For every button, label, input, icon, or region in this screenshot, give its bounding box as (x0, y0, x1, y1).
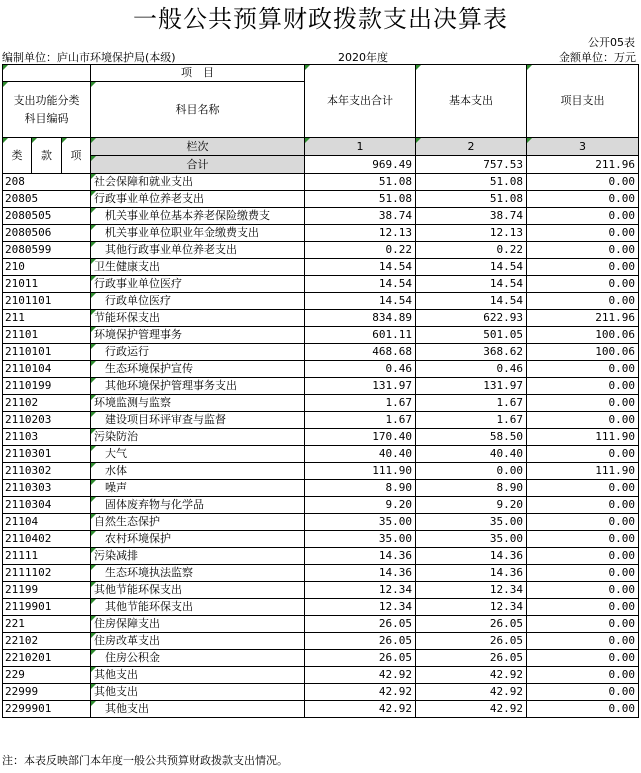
row-basic: 14.54 (416, 293, 527, 310)
table-row (3, 701, 639, 718)
row-basic: 8.90 (416, 480, 527, 497)
row-name: 机关事业单位基本养老保险缴费支 (91, 208, 305, 225)
table-row (3, 599, 639, 616)
row-basic: 0.00 (416, 463, 527, 480)
row-name: 其他支出 (91, 701, 305, 718)
row-basic: 501.05 (416, 327, 527, 344)
table-row (3, 293, 639, 310)
row-total: 26.05 (305, 616, 416, 633)
row-name: 卫生健康支出 (91, 259, 305, 276)
row-total: 9.20 (305, 497, 416, 514)
row-project: 0.00 (527, 633, 639, 650)
expenditure-table (2, 64, 639, 718)
row-total: 26.05 (305, 633, 416, 650)
table-row (3, 242, 639, 259)
row-code: 2101101 (3, 293, 91, 310)
row-code: 2110302 (3, 463, 91, 480)
row-code: 21104 (3, 514, 91, 531)
row-name: 住房保障支出 (91, 616, 305, 633)
table-row (3, 582, 639, 599)
total-basic: 757.53 (416, 156, 527, 174)
table-row (3, 361, 639, 378)
table-row (3, 276, 639, 293)
row-project: 0.00 (527, 378, 639, 395)
table-row (3, 395, 639, 412)
row-code: 21111 (3, 548, 91, 565)
row-basic: 9.20 (416, 497, 527, 514)
header-col-total: 本年支出合计 (305, 65, 416, 138)
table-row (3, 463, 639, 480)
row-basic: 38.74 (416, 208, 527, 225)
row-code: 2111102 (3, 565, 91, 582)
row-project: 111.90 (527, 463, 639, 480)
row-basic: 26.05 (416, 616, 527, 633)
row-total: 35.00 (305, 514, 416, 531)
row-code: 208 (3, 174, 91, 191)
row-project: 0.00 (527, 293, 639, 310)
table-row (3, 191, 639, 208)
row-total: 131.97 (305, 378, 416, 395)
table-row (3, 616, 639, 633)
row-code: 229 (3, 667, 91, 684)
row-project: 0.00 (527, 191, 639, 208)
row-name: 污染减排 (91, 548, 305, 565)
header-item: 项 目 (91, 65, 305, 82)
header-kuan: 款 (32, 138, 62, 174)
row-project: 0.00 (527, 259, 639, 276)
row-code: 22102 (3, 633, 91, 650)
table-row (3, 514, 639, 531)
row-name: 其他节能环保支出 (91, 599, 305, 616)
row-project: 0.00 (527, 616, 639, 633)
row-basic: 12.13 (416, 225, 527, 242)
row-total: 51.08 (305, 174, 416, 191)
row-name: 行政事业单位养老支出 (91, 191, 305, 208)
table-row (3, 480, 639, 497)
row-code: 2210201 (3, 650, 91, 667)
table-row (3, 650, 639, 667)
row-project: 111.90 (527, 429, 639, 446)
table-row (3, 497, 639, 514)
row-code: 210 (3, 259, 91, 276)
table-row (3, 633, 639, 650)
total-project: 211.96 (527, 156, 639, 174)
amount-unit: 金额单位：万元 (559, 51, 636, 64)
row-total: 468.68 (305, 344, 416, 361)
row-project: 0.00 (527, 667, 639, 684)
row-total: 42.92 (305, 684, 416, 701)
row-project: 0.00 (527, 582, 639, 599)
header-colnum-1: 1 (305, 138, 416, 156)
row-basic: 368.62 (416, 344, 527, 361)
header-xiang: 项 (62, 138, 91, 174)
row-total: 1.67 (305, 412, 416, 429)
row-name: 行政运行 (91, 344, 305, 361)
row-code: 21101 (3, 327, 91, 344)
table-row (3, 344, 639, 361)
row-code: 2080506 (3, 225, 91, 242)
header-code: 支出功能分类 科目编码 (3, 82, 91, 138)
row-basic: 42.92 (416, 667, 527, 684)
row-basic: 42.92 (416, 701, 527, 718)
row-code: 221 (3, 616, 91, 633)
row-basic: 131.97 (416, 378, 527, 395)
table-row (3, 208, 639, 225)
row-code: 2110101 (3, 344, 91, 361)
row-project: 0.00 (527, 684, 639, 701)
row-total: 26.05 (305, 650, 416, 667)
row-code: 2110303 (3, 480, 91, 497)
row-project: 0.00 (527, 174, 639, 191)
row-name: 其他环境保护管理事务支出 (91, 378, 305, 395)
row-basic: 14.36 (416, 548, 527, 565)
row-code: 21011 (3, 276, 91, 293)
table-row (3, 429, 639, 446)
table-row (3, 174, 639, 191)
row-total: 170.40 (305, 429, 416, 446)
row-total: 38.74 (305, 208, 416, 225)
row-basic: 26.05 (416, 633, 527, 650)
row-code: 2119901 (3, 599, 91, 616)
row-project: 100.06 (527, 327, 639, 344)
row-total: 42.92 (305, 701, 416, 718)
row-code: 2080505 (3, 208, 91, 225)
row-total: 8.90 (305, 480, 416, 497)
row-total: 14.54 (305, 276, 416, 293)
row-basic: 42.92 (416, 684, 527, 701)
row-code: 2110301 (3, 446, 91, 463)
row-name: 其他支出 (91, 667, 305, 684)
row-project: 0.00 (527, 412, 639, 429)
header-col-project: 项目支出 (527, 65, 639, 138)
table-row (3, 548, 639, 565)
row-code: 21199 (3, 582, 91, 599)
row-total: 12.13 (305, 225, 416, 242)
row-basic: 12.34 (416, 582, 527, 599)
page-title: 一般公共预算财政拨款支出决算表 (133, 5, 508, 33)
row-total: 14.54 (305, 293, 416, 310)
table-row (3, 531, 639, 548)
row-project: 0.00 (527, 242, 639, 259)
row-total: 834.89 (305, 310, 416, 327)
row-name: 社会保障和就业支出 (91, 174, 305, 191)
row-basic: 14.54 (416, 259, 527, 276)
row-project: 0.00 (527, 225, 639, 242)
row-name: 农村环境保护 (91, 531, 305, 548)
row-name: 其他行政事业单位养老支出 (91, 242, 305, 259)
row-code: 2299901 (3, 701, 91, 718)
row-name: 生态环境保护宣传 (91, 361, 305, 378)
row-basic: 14.54 (416, 276, 527, 293)
row-total: 12.34 (305, 599, 416, 616)
header-name: 科目名称 (91, 82, 305, 138)
header-lanci: 栏次 (91, 138, 305, 156)
row-total: 42.92 (305, 667, 416, 684)
row-basic: 0.22 (416, 242, 527, 259)
form-number: 公开05表 (588, 36, 635, 49)
row-code: 2110104 (3, 361, 91, 378)
row-total: 111.90 (305, 463, 416, 480)
row-total: 51.08 (305, 191, 416, 208)
row-name: 水体 (91, 463, 305, 480)
table-row (3, 378, 639, 395)
row-project: 0.00 (527, 208, 639, 225)
row-name: 环境监测与监察 (91, 395, 305, 412)
row-code: 21103 (3, 429, 91, 446)
table-row (3, 565, 639, 582)
header-col-basic: 基本支出 (416, 65, 527, 138)
table-row (3, 259, 639, 276)
row-name: 其他节能环保支出 (91, 582, 305, 599)
header-colnum-3: 3 (527, 138, 639, 156)
row-project: 0.00 (527, 361, 639, 378)
row-name: 住房改革支出 (91, 633, 305, 650)
row-basic: 14.36 (416, 565, 527, 582)
row-name: 生态环境执法监察 (91, 565, 305, 582)
row-basic: 35.00 (416, 514, 527, 531)
row-code: 2110304 (3, 497, 91, 514)
header-colnum-2: 2 (416, 138, 527, 156)
table-note: 注：本表反映部门本年度一般公共预算财政拨款支出情况。 (2, 754, 288, 767)
row-project: 0.00 (527, 497, 639, 514)
row-project: 0.00 (527, 650, 639, 667)
row-basic: 51.08 (416, 191, 527, 208)
row-code: 211 (3, 310, 91, 327)
row-basic: 12.34 (416, 599, 527, 616)
row-code: 21102 (3, 395, 91, 412)
row-total: 14.36 (305, 565, 416, 582)
row-project: 0.00 (527, 701, 639, 718)
row-project: 211.96 (527, 310, 639, 327)
row-total: 40.40 (305, 446, 416, 463)
row-project: 0.00 (527, 514, 639, 531)
row-name: 固体废弃物与化学品 (91, 497, 305, 514)
total-sum: 969.49 (305, 156, 416, 174)
row-code: 2080599 (3, 242, 91, 259)
header-lei: 类 (3, 138, 32, 174)
row-basic: 26.05 (416, 650, 527, 667)
row-basic: 622.93 (416, 310, 527, 327)
row-code: 20805 (3, 191, 91, 208)
table-row (3, 446, 639, 463)
total-label: 合计 (91, 156, 305, 174)
table-row (3, 667, 639, 684)
row-name: 节能环保支出 (91, 310, 305, 327)
row-project: 0.00 (527, 548, 639, 565)
row-project: 100.06 (527, 344, 639, 361)
table-row (3, 225, 639, 242)
row-code: 2110203 (3, 412, 91, 429)
row-name: 噪声 (91, 480, 305, 497)
row-code: 2110199 (3, 378, 91, 395)
reporting-unit: 编制单位：庐山市环境保护局(本级) (2, 51, 176, 64)
row-name: 大气 (91, 446, 305, 463)
row-total: 0.22 (305, 242, 416, 259)
row-name: 污染防治 (91, 429, 305, 446)
row-basic: 0.46 (416, 361, 527, 378)
row-name: 机关事业单位职业年金缴费支出 (91, 225, 305, 242)
row-basic: 40.40 (416, 446, 527, 463)
row-project: 0.00 (527, 531, 639, 548)
fiscal-year: 2020年度 (338, 51, 388, 64)
row-name: 环境保护管理事务 (91, 327, 305, 344)
row-project: 0.00 (527, 276, 639, 293)
row-basic: 51.08 (416, 174, 527, 191)
row-code: 22999 (3, 684, 91, 701)
row-project: 0.00 (527, 480, 639, 497)
row-name: 建设项目环评审查与监督 (91, 412, 305, 429)
row-basic: 1.67 (416, 395, 527, 412)
row-project: 0.00 (527, 599, 639, 616)
row-basic: 58.50 (416, 429, 527, 446)
row-name: 自然生态保护 (91, 514, 305, 531)
row-name: 行政事业单位医疗 (91, 276, 305, 293)
row-project: 0.00 (527, 395, 639, 412)
row-name: 行政单位医疗 (91, 293, 305, 310)
table-row (3, 310, 639, 327)
row-total: 14.36 (305, 548, 416, 565)
row-basic: 35.00 (416, 531, 527, 548)
row-name: 其他支出 (91, 684, 305, 701)
row-total: 35.00 (305, 531, 416, 548)
table-row (3, 412, 639, 429)
row-total: 0.46 (305, 361, 416, 378)
table-row (3, 684, 639, 701)
row-name: 住房公积金 (91, 650, 305, 667)
row-total: 14.54 (305, 259, 416, 276)
table-row (3, 327, 639, 344)
row-total: 12.34 (305, 582, 416, 599)
row-code: 2110402 (3, 531, 91, 548)
row-project: 0.00 (527, 565, 639, 582)
row-total: 601.11 (305, 327, 416, 344)
header-item-spacer (3, 65, 91, 82)
row-project: 0.00 (527, 446, 639, 463)
row-basic: 1.67 (416, 412, 527, 429)
row-total: 1.67 (305, 395, 416, 412)
